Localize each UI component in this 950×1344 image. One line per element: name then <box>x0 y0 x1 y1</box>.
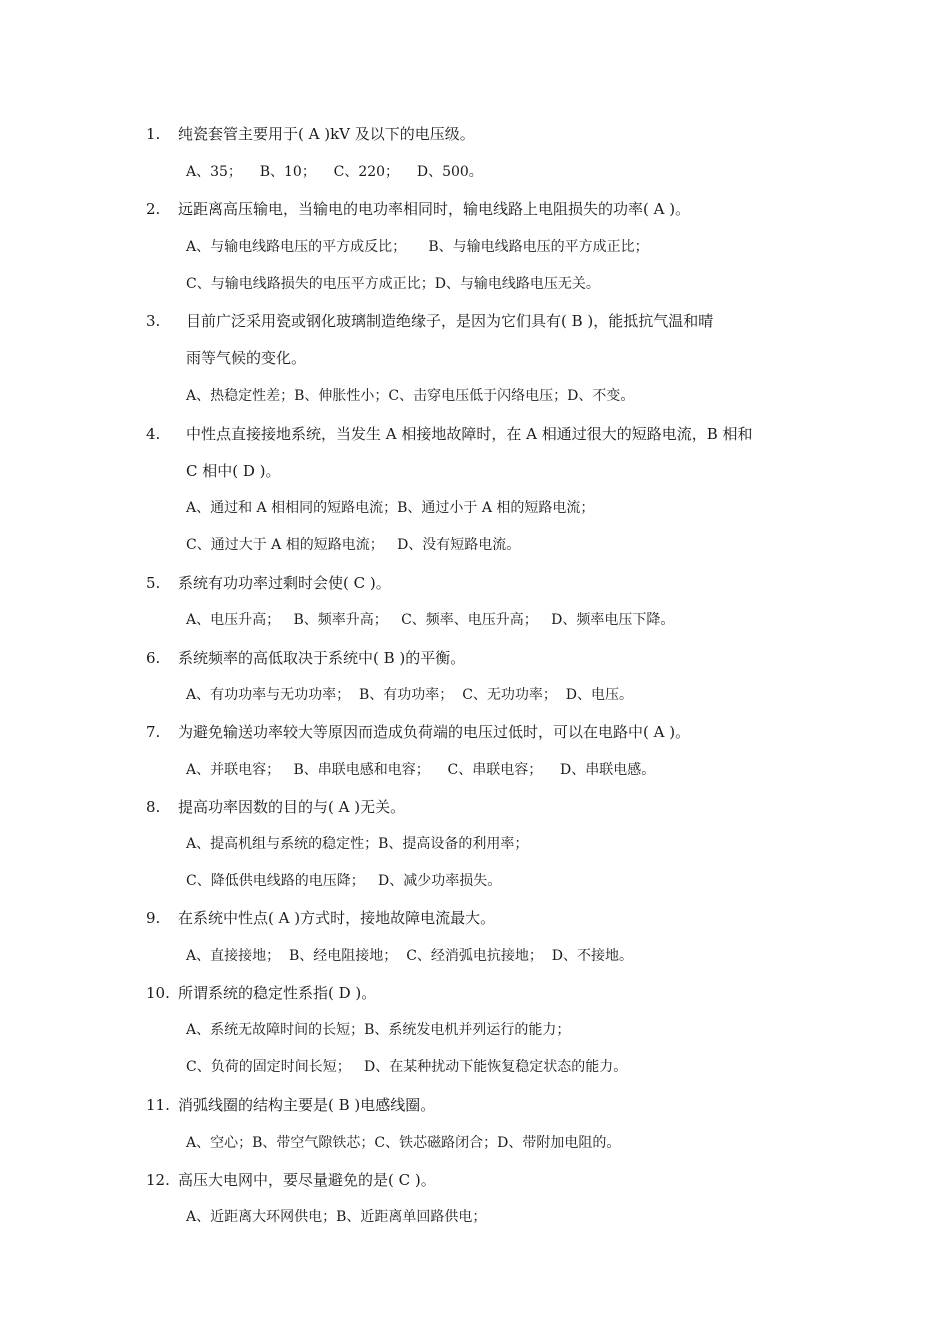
answer-options: A、35； B、10； C、220； D、500。 <box>186 164 483 180</box>
question-stem: 纯瓷套管主要用于( A )kV 及以下的电压级。 <box>178 125 475 143</box>
answer-options: C、降低供电线路的电压降； D、减少功率损失。 <box>186 873 502 889</box>
question-stem: 提高功率因数的目的与( A )无关。 <box>178 798 406 816</box>
question-number: 1. <box>146 125 161 143</box>
answer-options: A、并联电容； B、串联电感和电容； C、串联电容； D、串联电感。 <box>186 762 656 778</box>
question-stem: 在系统中性点( A )方式时，接地故障电流最大。 <box>178 909 496 927</box>
question-stem: 远距离高压输电，当输电的电功率相同时，输电线路上电阻损失的功率( A )。 <box>178 200 691 218</box>
answer-options: A、电压升高； B、频率升高； C、频率、电压升高； D、频率电压下降。 <box>186 612 675 628</box>
answer-options: C、与输电线路损失的电压平方成正比；D、与输电线路电压无关。 <box>186 276 600 292</box>
answer-options: C、负荷的固定时间长短； D、在某种扰动下能恢复稳定状态的能力。 <box>186 1059 628 1075</box>
answer-options: A、热稳定性差；B、伸胀性小；C、击穿电压低于闪络电压；D、不变。 <box>186 388 635 404</box>
question-number: 10. <box>146 984 170 1002</box>
question-number: 11. <box>146 1096 170 1114</box>
question-stem: 消弧线圈的结构主要是( B )电感线圈。 <box>178 1096 436 1114</box>
question-number: 6. <box>146 649 161 667</box>
question-number: 12. <box>146 1171 170 1189</box>
answer-options: A、近距离大环网供电；B、近距离单回路供电； <box>186 1209 487 1225</box>
answer-options: A、提高机组与系统的稳定性；B、提高设备的利用率； <box>186 836 529 852</box>
question-number: 7. <box>146 723 161 741</box>
question-number: 9. <box>146 909 161 927</box>
question-number: 2. <box>146 200 161 218</box>
answer-options: A、与输电线路电压的平方成反比； B、与输电线路电压的平方成正比； <box>186 239 649 255</box>
question-stem: 所谓系统的稳定性系指( D )。 <box>178 984 377 1002</box>
question-stem-continuation: 雨等气候的变化。 <box>186 349 307 367</box>
answer-options: A、有功功率与无功功率； B、有功功率； C、无功功率； D、电压。 <box>186 687 634 703</box>
question-number: 4. <box>146 425 161 443</box>
question-number: 8. <box>146 798 161 816</box>
question-stem: 目前广泛采用瓷或钢化玻璃制造绝缘子，是因为它们具有( B )，能抵抗气温和晴 <box>186 312 714 330</box>
question-stem: 系统有功功率过剩时会使( C )。 <box>178 574 391 592</box>
question-stem: 系统频率的高低取决于系统中( B )的平衡。 <box>178 649 466 667</box>
answer-options: A、系统无故障时间的长短；B、系统发电机并列运行的能力； <box>186 1022 571 1038</box>
answer-options: C、通过大于 A 相的短路电流； D、没有短路电流。 <box>186 537 521 553</box>
answer-options: A、空心；B、带空气隙铁芯；C、铁芯磁路闭合；D、带附加电阻的。 <box>186 1135 621 1151</box>
question-stem: 高压大电网中，要尽量避免的是( C )。 <box>178 1171 436 1189</box>
question-stem: 中性点直接接地系统，当发生 A 相接地故障时，在 A 相通过很大的短路电流，B 相和 <box>186 425 753 443</box>
answer-options: A、直接接地； B、经电阻接地； C、经消弧电抗接地； D、不接地。 <box>186 948 634 964</box>
question-stem: 为避免输送功率较大等原因而造成负荷端的电压过低时，可以在电路中( A )。 <box>178 723 691 741</box>
question-number: 3. <box>146 312 161 330</box>
answer-options: A、通过和 A 相相同的短路电流；B、通过小于 A 相的短路电流； <box>186 500 595 516</box>
question-number: 5. <box>146 574 161 592</box>
question-stem-continuation: C 相中( D )。 <box>186 462 281 480</box>
